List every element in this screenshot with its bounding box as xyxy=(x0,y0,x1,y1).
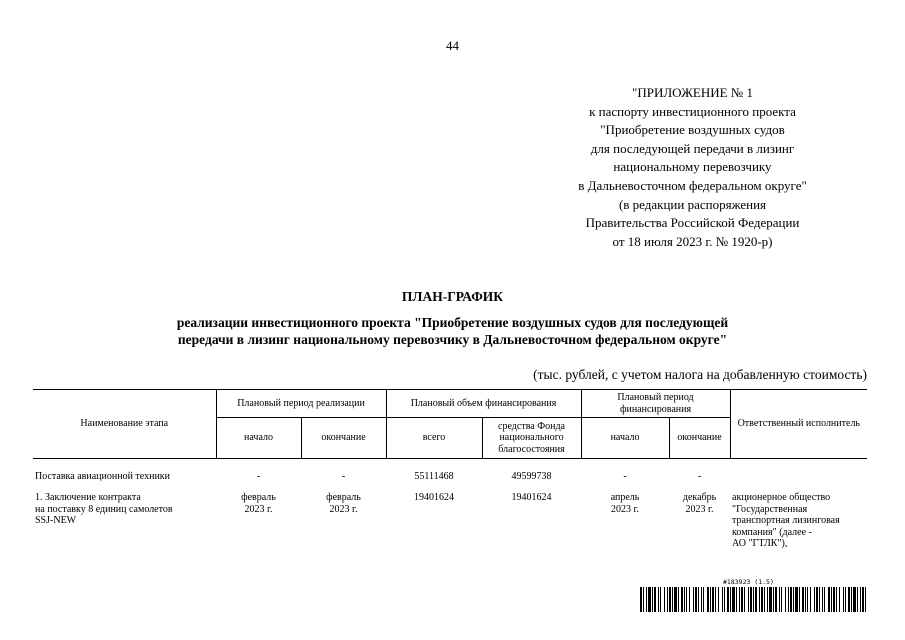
barcode-bar xyxy=(848,587,850,612)
page-number: 44 xyxy=(446,38,459,53)
cell-line: 1. Заключение контракта xyxy=(35,492,141,503)
barcode-bar xyxy=(839,587,840,612)
barcode-bar xyxy=(710,587,711,612)
barcode-bar xyxy=(802,587,804,612)
cell-total: 55111468 xyxy=(414,471,454,482)
appendix-line: к паспорту инвестиционного проекта xyxy=(589,103,796,119)
barcode-bar xyxy=(824,587,825,612)
barcode-image xyxy=(640,587,870,612)
cell-start: - xyxy=(256,471,261,482)
barcode-bar xyxy=(722,587,723,612)
cell-stage-name xyxy=(33,492,216,550)
barcode-bar xyxy=(748,587,749,612)
appendix-line: "ПРИЛОЖЕНИЕ № 1 xyxy=(632,85,753,100)
barcode-bar xyxy=(819,587,820,612)
barcode-bar xyxy=(674,587,677,612)
barcode-bar xyxy=(652,587,653,612)
barcode-bar xyxy=(795,587,798,612)
barcode-bar xyxy=(843,587,844,612)
barcode-bar xyxy=(865,587,866,612)
barcode-bar xyxy=(669,587,671,612)
barcode-bar xyxy=(750,587,752,612)
barcode-label: #183923 (1.5) xyxy=(723,578,774,586)
barcode-bar xyxy=(693,587,694,612)
cell-start xyxy=(216,492,301,550)
appendix-line: национальному перевозчику xyxy=(613,159,772,175)
barcode-bar xyxy=(833,587,835,612)
barcode-bar xyxy=(810,587,811,612)
cell-line: транспортная лизинговая xyxy=(732,515,840,526)
cell-fin-start xyxy=(581,492,669,550)
appendix-line: для последующей передачи в лизинг xyxy=(590,140,795,156)
barcode-bar xyxy=(805,587,806,612)
cell-line: компания" (далее - xyxy=(732,526,812,538)
header-fund: средства Фонда национального благосостояния xyxy=(482,418,581,459)
barcode-bar xyxy=(831,587,832,612)
header-plan-fin-period: Плановый период финансирования xyxy=(581,390,730,418)
cell-executor xyxy=(730,471,867,492)
cell-line: акционерное общество xyxy=(732,492,831,503)
barcode-bar xyxy=(736,587,737,612)
cell-executor xyxy=(730,492,867,550)
header-executor: Ответственный исполнитель xyxy=(730,390,867,459)
cell-fund: 19401624 xyxy=(511,492,552,503)
barcode-bar xyxy=(654,587,656,612)
barcode-bar xyxy=(793,587,794,612)
barcode-bar xyxy=(759,587,760,612)
subtitle-line: передачи в лизинг национальному перевозчику в Дальневосточном федеральном округе" xyxy=(177,332,728,347)
cell-line: 2023 г. xyxy=(611,503,640,515)
table-row xyxy=(33,492,867,550)
cell-line: февраль xyxy=(326,492,361,503)
barcode-bar xyxy=(739,587,740,612)
barcode-bar xyxy=(686,587,687,612)
cell-line: февраль xyxy=(241,492,276,503)
barcode-bar xyxy=(689,587,690,612)
barcode-bar xyxy=(707,587,709,612)
header-fin-end: окончание xyxy=(669,418,730,459)
barcode-bar xyxy=(814,587,815,612)
subtitle-line: реализации инвестиционного проекта "Приобретение воздушных судов для последующей xyxy=(176,315,729,330)
barcode-bar xyxy=(701,587,702,612)
cell-line: SSJ-NEW xyxy=(35,515,77,526)
cell-line: на поставку 8 единиц самолетов xyxy=(35,503,173,515)
appendix-header xyxy=(540,84,845,251)
units-note: (тыс. рублей, с учетом налога на добавленную стоимость) xyxy=(533,367,867,382)
cell-line: декабрь xyxy=(682,492,717,503)
barcode-bar xyxy=(857,587,858,612)
barcode-bar xyxy=(732,587,735,612)
header-start: начало xyxy=(216,418,301,459)
barcode-bar xyxy=(822,587,823,612)
barcode-bar xyxy=(781,587,782,612)
barcode-bar xyxy=(807,587,808,612)
barcode-bar xyxy=(775,587,777,612)
document-subtitle xyxy=(0,314,905,348)
cell-end: - xyxy=(341,471,346,482)
barcode-bar xyxy=(773,587,774,612)
table-row xyxy=(33,471,867,492)
appendix-line: от 18 июля 2023 г. № 1920-р) xyxy=(612,233,773,249)
cell-total: 19401624 xyxy=(414,492,455,503)
barcode-bar xyxy=(672,587,673,612)
barcode-bar xyxy=(862,587,864,612)
barcode-bar xyxy=(828,587,830,612)
cell-line: "Государственная xyxy=(732,503,808,515)
barcode-bar xyxy=(744,587,745,612)
barcode-bar xyxy=(730,587,731,612)
header-end: окончание xyxy=(301,418,386,459)
document-title: ПЛАН-ГРАФИК xyxy=(401,289,504,304)
barcode-bar xyxy=(860,587,861,612)
schedule-table xyxy=(33,389,867,550)
barcode-bar xyxy=(684,587,685,612)
cell-line: 2023 г. xyxy=(244,503,273,515)
barcode-bar xyxy=(767,587,768,612)
barcode-bar xyxy=(753,587,754,612)
cell-line: апрель xyxy=(610,492,640,503)
cell-fin-start: - xyxy=(623,471,627,482)
appendix-line: (в редакции распоряжения xyxy=(618,196,767,212)
barcode-bar xyxy=(640,587,642,612)
barcode-bar xyxy=(785,587,786,612)
header-total: всего xyxy=(386,418,482,459)
header-plan-period: Плановый период реализации xyxy=(216,390,386,418)
appendix-line: в Дальневосточном федеральном округе" xyxy=(578,177,807,193)
barcode-bar xyxy=(727,587,729,612)
barcode-bar xyxy=(646,587,647,612)
barcode-bar xyxy=(718,587,719,612)
barcode-bar xyxy=(715,587,716,612)
appendix-line: Правительства Российской Федерации xyxy=(585,215,800,231)
barcode-bar xyxy=(695,587,697,612)
barcode-bar xyxy=(664,587,665,612)
barcode-bar xyxy=(658,587,659,612)
cell-end xyxy=(301,492,386,550)
barcode-bar xyxy=(643,587,644,612)
barcode-bar xyxy=(648,587,651,612)
cell-line: 2023 г. xyxy=(329,503,358,515)
barcode-bar xyxy=(712,587,714,612)
barcode-bar xyxy=(761,587,763,612)
appendix-line: "Приобретение воздушных судов xyxy=(600,122,785,138)
barcode-bar xyxy=(667,587,668,612)
header-fin-start: начало xyxy=(581,418,669,459)
cell-line: АО "ГТЛК"), xyxy=(732,538,788,549)
header-stage-name: Наименование этапа xyxy=(80,418,169,430)
barcode-bar xyxy=(836,587,837,612)
barcode-bar xyxy=(851,587,852,612)
barcode-bar xyxy=(698,587,699,612)
cell-fund: 49599738 xyxy=(511,471,552,482)
barcode-bar xyxy=(660,587,661,612)
barcode-bar xyxy=(853,587,856,612)
cell-fin-end xyxy=(669,492,730,550)
barcode-bar xyxy=(790,587,792,612)
barcode-bar xyxy=(816,587,818,612)
barcode-bar xyxy=(769,587,772,612)
barcode-bar xyxy=(741,587,743,612)
cell-stage-name: Поставка авиационной техники xyxy=(35,471,171,482)
cell-fin-end: - xyxy=(697,471,702,482)
barcode-bar xyxy=(755,587,757,612)
header-plan-volume: Плановый объем финансирования xyxy=(386,390,581,418)
cell-line: 2023 г. xyxy=(685,503,714,515)
barcode-bar xyxy=(764,587,765,612)
barcode-bar xyxy=(845,587,846,612)
barcode-bar xyxy=(678,587,679,612)
barcode-bar xyxy=(788,587,789,612)
barcode-bar xyxy=(799,587,800,612)
barcode-bar xyxy=(724,587,725,612)
barcode-bar xyxy=(779,587,780,612)
barcode-bar xyxy=(703,587,704,612)
barcode-bar xyxy=(681,587,683,612)
